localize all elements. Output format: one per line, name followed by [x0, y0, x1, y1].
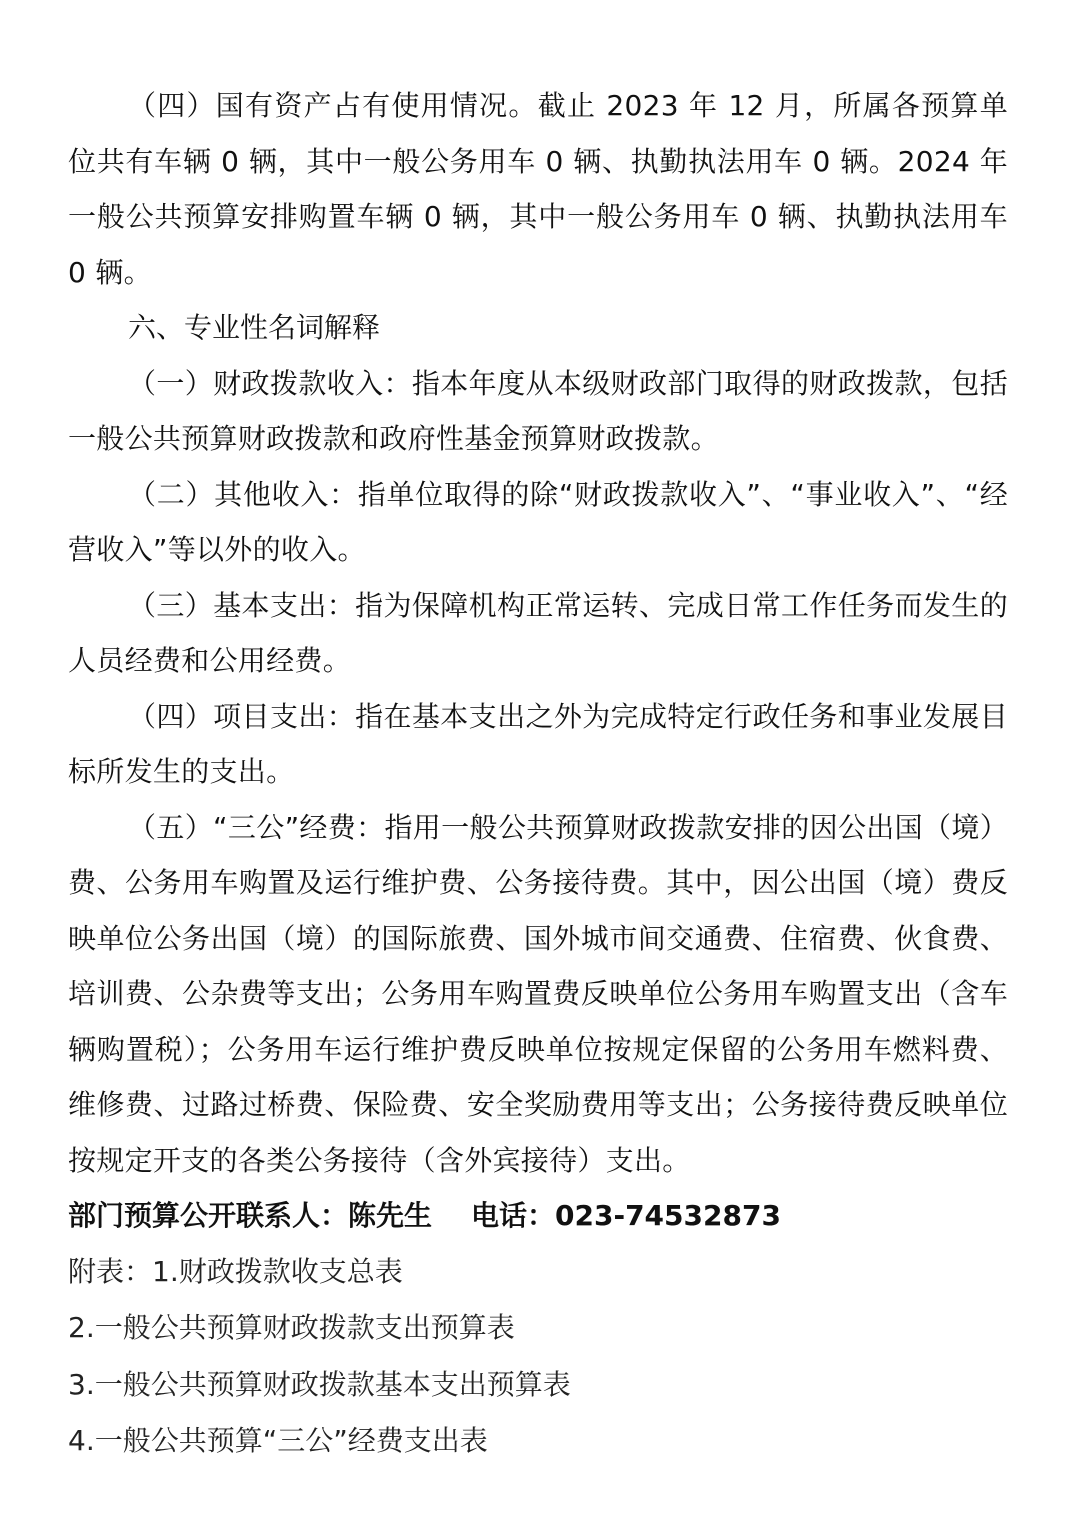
term-fiscal-appropriation-income: （一）财政拨款收入：指本年度从本级财政部门取得的财政拨款，包括一般公共预算财政拨款和政府性基金预算财政拨款。	[68, 366, 1008, 455]
attachment-item-4: 4.一般公共预算“三公”经费支出表	[68, 1424, 488, 1457]
section-heading-terms: 六、专业性名词解释	[128, 311, 381, 344]
attachment-item-3: 3.一般公共预算财政拨款基本支出预算表	[68, 1367, 571, 1401]
term-basic-expenditure: （三）基本支出：指为保障机构正常运转、完成日常工作任务而发生的人员经费和公用经费。	[68, 588, 1008, 677]
attachment-item-1: 附表：1.财政拨款收支总表	[68, 1254, 403, 1288]
term-three-public-expenses: （五）“三公”经费：指用一般公共预算财政拨款安排的因公出国（境）费、公务用车购置及运行维护费、公务接待费。其中，因公出国（境）费反映单位公务出国（境）的国际旅费、国外城市间交通费、住宿费、伙食费、培训费、公杂费等支出；公务用车购置费反映单位公务用车购置支出（含车辆购置税）；公务用车运行维护费反映单位按规定保留的公务用车燃料费、维修费、过路过桥费、保险费、安全奖励费用等支出；公务接待费反映单位按规定开支的各类公务接待（含外宾接待）支出。	[68, 810, 1008, 1177]
term-other-income: （二）其他收入：指单位取得的除“财政拨款收入”、“事业收入”、“经营收入”等以外的收入。	[68, 477, 1008, 566]
attachment-item-2: 2.一般公共预算财政拨款支出预算表	[68, 1311, 515, 1344]
contact-line: 部门预算公开联系人：陈先生 电话：023-74532873	[68, 1199, 781, 1232]
paragraph-state-assets: （四）国有资产占有使用情况。截止 2023 年 12 月，所属各预算单位共有车辆 0 辆，其中一般公务用车 0 辆、执勤执法用车 0 辆。2024 年一般公共预算安排购置车辆 0 辆，其中一般公务用车 0 辆、执勤执法用车 0 辆。	[68, 89, 1008, 289]
document-page	[68, 78, 1008, 1470]
term-project-expenditure: （四）项目支出：指在基本支出之外为完成特定行政任务和事业发展目标所发生的支出。	[68, 699, 1008, 788]
